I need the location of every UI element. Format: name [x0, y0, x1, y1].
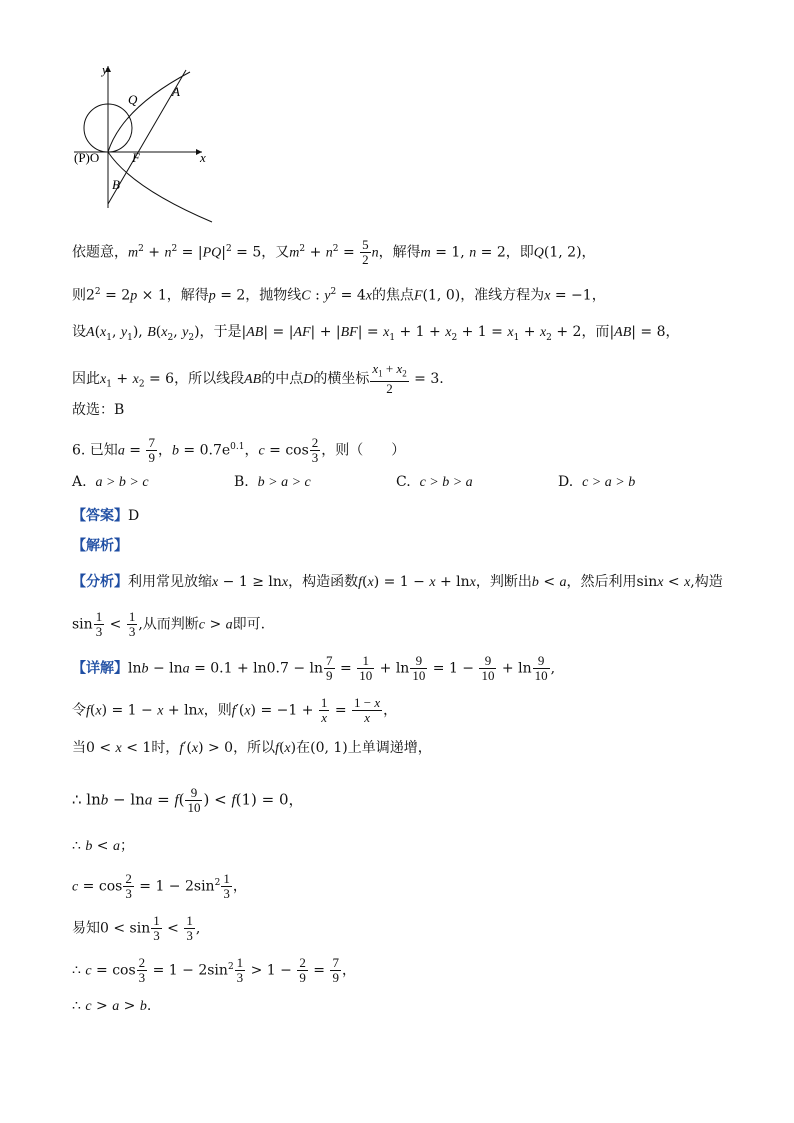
label-F: F	[132, 150, 140, 165]
q6-analysis-tag: 【解析】	[72, 538, 128, 554]
sol5-line2: 则$2^2 = 2p \times 1$，解得p = 2，抛物线C : $y^2 = 4x$的焦点F(1, 0)，准线方程为x = −1，	[72, 287, 606, 304]
q6-stem: 6. 已知a = $\frac{7}{9}$ ，$b = 0.7e^{0.1}$，c = cos $\frac{2}{3}$ ，则（ ）	[72, 435, 406, 465]
parabola-curve	[108, 72, 212, 222]
label-Q: Q	[128, 92, 138, 107]
label-A: A	[172, 84, 180, 99]
label-PO: (P)O	[74, 150, 100, 165]
q6-answer: 【答案】D	[72, 508, 140, 524]
q6-detail-line7: 易知0 < sin $\frac{1}{3}$ < $\frac{1}{3}$ ,	[72, 913, 201, 943]
y-axis-label: y	[102, 62, 108, 77]
q6-detail-line2: 令f(x) = 1 − x + lnx，则f′(x) = −1 + $\frac{1}{x}$ = $\frac{1 - x}{x}$ ，	[72, 695, 398, 725]
q6-detail-line1: 【详解】lnb − lna = 0.1 + ln0.7 − ln $\frac{7}{9}$ = $\frac{1}{10}$ + ln $\frac{9}{10}$ = 1 − $\frac{9}{10}$ + ln $\frac{9}{10}$ ,	[72, 653, 556, 683]
q6-option-A[interactable]: A. a > b > c	[72, 474, 149, 490]
label-B: B	[112, 177, 120, 192]
sol5-line4: 因此$x_1 + x_2 = 6$，所以线段AB的中点D的横坐标 $\frac{x_1 + x_2}{2}$ = 3.	[72, 361, 444, 396]
q6-detail-line5: ∴ b < a；	[72, 838, 134, 854]
q6-option-C[interactable]: C. c > b > a	[396, 474, 473, 490]
q6-fenxi-line1: 【分析】利用常见放缩x − 1 ≥ lnx，构造函数f(x) = 1 − x + lnx，判断出b < a，然后利用sinx < x,构造	[72, 574, 723, 590]
parabola-circle-figure	[62, 58, 222, 228]
q6-fenxi-line2: sin $\frac{1}{3}$ < $\frac{1}{3}$ ,从而判断c > a即可.	[72, 609, 266, 639]
sol5-line1: 依题意，$m^2 + n^2 = |PQ|^2 = 5$，又$m^2 + n^2$ = $\frac{5}{2}$ n，解得m = 1, n = 2，即Q(1, 2)，	[72, 237, 596, 267]
q6-detail-line8: ∴ c = cos $\frac{2}{3}$ = $1 - 2\sin^2$ $\frac{1}{3}$ > 1 − $\frac{2}{9}$ = $\frac{7}{9}$ ，	[72, 955, 356, 985]
q6-detail-line4: ∴ lnb − lna = f( $\frac{9}{10}$ ) < f(1) = 0，	[72, 785, 304, 815]
axes	[74, 66, 202, 208]
q6-detail-line6: c = cos $\frac{2}{3}$ = $1 - 2\sin^2$ $\frac{1}{3}$ ，	[72, 871, 247, 901]
sol5-line3: 设$A(x_1$, $y_1$), $B(x_2$, $y_2$)，于是$|AB| = |AF| + |BF| = x_1 + 1 + x_2 + 1 = x_1 + x_2 + 2$，而|AB| = 8，	[72, 324, 680, 343]
q6-detail-line9: ∴ c > a > b.	[72, 998, 152, 1014]
q6-detail-line3: 当0 < x < 1时，f′(x) > 0，所以f(x)在(0, 1)上单调递增，	[72, 740, 432, 756]
sol5-answer: 故选：B	[72, 402, 125, 418]
q6-option-D[interactable]: D. c > a > b	[558, 474, 636, 490]
x-axis-label: x	[200, 150, 206, 165]
q6-option-B[interactable]: B. b > a > c	[234, 474, 311, 490]
